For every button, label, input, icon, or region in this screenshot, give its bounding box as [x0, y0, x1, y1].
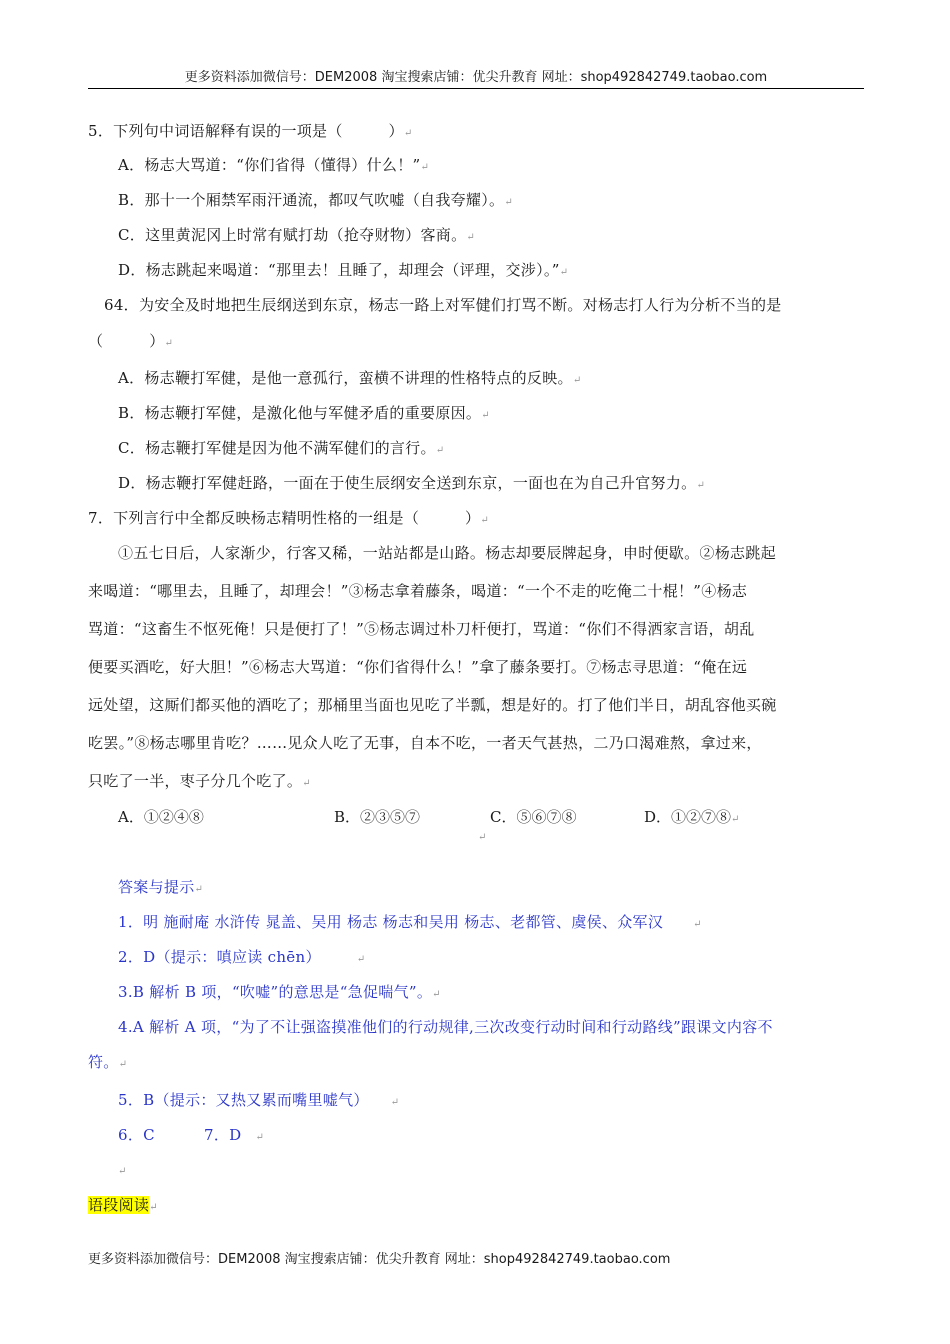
q5-option-a-text: A．杨志大骂道：“你们省得（懂得）什么！” — [118, 156, 421, 174]
paragraph-mark: ↵ — [255, 1132, 265, 1143]
q6-stem: 64．为安全及时地把生辰纲送到东京，杨志一路上对军健们打骂不断。对杨志打人行为分析不当的是 — [104, 296, 782, 314]
q6-option-d — [118, 472, 705, 493]
answer-7 — [204, 1124, 264, 1145]
paragraph-mark: ↵ — [696, 480, 706, 491]
empty-paragraph-mark — [478, 826, 487, 844]
page-header: 更多资料添加微信号：DEM2008 淘宝搜索店铺：优尖升教育 网址：shop492842749.taobao.com — [88, 66, 864, 89]
q7-stem — [88, 507, 489, 528]
page-footer: 更多资料添加微信号：DEM2008 淘宝搜索店铺：优尖升教育 网址：shop492842749.taobao.com — [88, 1252, 671, 1267]
paragraph-mark: ↵ — [481, 410, 490, 421]
q7-passage-line-5: 远处望，这厮们都买他的酒吃了；那桶里当面也见吃了半瓢，想是好的。打了他们半日，胡乱容他买碗 — [88, 696, 777, 714]
paragraph-mark: ↵ — [731, 814, 740, 825]
answer-7-text: 7．D — [204, 1126, 242, 1144]
q5-option-c-text: C．这里黄泥冈上时常有赋打劫（抢夺财物）客商。 — [118, 226, 467, 244]
q7-option-a: A．①②④⑧ — [118, 808, 204, 826]
paragraph-mark: ↵ — [149, 1202, 158, 1213]
answer-4: 4.A 解析 A 项，“为了不让强盗摸准他们的行动规律,三次改变行动时间和行动路线”跟课文内容不 — [118, 1018, 773, 1036]
answer-4-cont — [88, 1051, 127, 1072]
section-heading — [88, 1194, 158, 1215]
q5-option-d — [118, 259, 568, 280]
q5-stem-text: 5．下列句中词语解释有误的一项是（ ） — [88, 122, 404, 140]
paragraph-mark: ↵ — [302, 778, 311, 789]
answer-3 — [118, 981, 441, 1002]
q5-stem — [88, 120, 413, 141]
empty-paragraph-mark — [118, 1160, 127, 1178]
answers-title-text: 答案与提示 — [118, 878, 195, 896]
paragraph-mark: ↵ — [478, 832, 487, 843]
q7-option-b: B．②③⑤⑦ — [334, 808, 421, 826]
q7-stem-text: 7．下列言行中全都反映杨志精明性格的一组是（ ） — [88, 509, 481, 527]
paragraph-mark: ↵ — [403, 128, 413, 139]
q6-option-c — [118, 437, 444, 458]
q6-option-b — [118, 402, 490, 423]
answer-2 — [118, 946, 365, 967]
paragraph-mark: ↵ — [572, 375, 582, 386]
answer-5 — [118, 1089, 399, 1110]
q7-option-d-text: D．①②⑦⑧ — [644, 808, 732, 826]
q5-option-b — [118, 189, 513, 210]
answer-1-text: 1．明 施耐庵 水浒传 晁盖、吴用 杨志 杨志和吴用 杨志、老都管、虞侯、众军汉 — [118, 913, 664, 931]
q7-option-c: C．⑤⑥⑦⑧ — [490, 808, 577, 826]
q6-option-b-text: B．杨志鞭打军健，是激化他与军健矛盾的重要原因。 — [118, 404, 482, 422]
q7-passage-line-2: 来喝道：“哪里去，且睡了，却理会！”③杨志拿着藤条，喝道：“一个不走的吃俺二十棍！”④杨志 — [88, 582, 748, 600]
paragraph-mark: ↵ — [693, 919, 702, 930]
answer-2-text: 2．D（提示：嗔应读 chēn） — [118, 948, 321, 966]
paragraph-mark: ↵ — [504, 197, 514, 208]
paragraph-mark: ↵ — [466, 232, 476, 243]
q7-passage-line-7-text: 只吃了一半，枣子分几个吃了。 — [88, 772, 303, 790]
q6-option-a-text: A．杨志鞭打军健，是他一意孤行，蛮横不讲理的性格特点的反映。 — [118, 369, 573, 387]
paragraph-mark: ↵ — [118, 1166, 127, 1177]
q6-stem-cont — [88, 330, 173, 351]
paragraph-mark: ↵ — [432, 989, 441, 1000]
q7-passage-line-6: 吃罢。”⑧杨志哪里肯吃？……见众人吃了无事，自本不吃，一者天气甚热，二乃口渴难熬，拿过来， — [88, 734, 762, 752]
paragraph-mark: ↵ — [194, 884, 204, 895]
q5-option-a — [118, 154, 429, 175]
paragraph-mark: ↵ — [118, 1059, 128, 1070]
q7-option-d — [644, 806, 739, 827]
q7-passage-line-4: 便要买酒吃，好大胆！”⑥杨志大骂道：“你们省得什么！”拿了藤条要打。⑦杨志寻思道：“俺在远 — [88, 658, 748, 676]
answers-title — [118, 876, 203, 897]
answer-3-text: 3.B 解析 B 项，“吹嘘”的意思是“急促喘气”。 — [118, 983, 433, 1001]
q7-passage-line-1: ①五七日后，人家渐少，行客又稀，一站站都是山路。杨志却要辰牌起身，申时便歇。②杨志跳起 — [118, 544, 776, 562]
paragraph-mark: ↵ — [390, 1097, 400, 1108]
paragraph-mark: ↵ — [559, 267, 569, 278]
q5-option-d-text: D．杨志跳起来喝道：“那里去！且睡了，却理会（评理，交涉）。” — [118, 261, 560, 279]
q6-option-c-text: C．杨志鞭打军健是因为他不满军健们的言行。 — [118, 439, 436, 457]
q6-stem-cont-text: （ ） — [88, 332, 165, 350]
q5-option-b-text: B．那十一个厢禁军雨汗通流，都叹气吹嘘（自我夸耀）。 — [118, 191, 505, 209]
section-heading-text: 语段阅读 — [88, 1196, 150, 1214]
paragraph-mark: ↵ — [480, 515, 490, 526]
answer-4-cont-text: 符。 — [88, 1053, 119, 1071]
q5-option-c — [118, 224, 475, 245]
q6-option-d-text: D．杨志鞭打军健赶路，一面在于使生辰纲安全送到东京，一面也在为自己升官努力。 — [118, 474, 697, 492]
q6-option-a — [118, 367, 582, 388]
answer-1 — [118, 911, 702, 932]
paragraph-mark: ↵ — [435, 445, 445, 456]
paragraph-mark: ↵ — [420, 162, 430, 173]
q7-passage-line-3: 骂道：“这畜生不怄死俺！只是便打了！”⑤杨志调过朴刀杆便打，骂道：“你们不得洒家言语，胡乱 — [88, 620, 755, 638]
paragraph-mark: ↵ — [356, 954, 366, 965]
q7-passage-line-7 — [88, 770, 311, 791]
answer-5-text: 5．B（提示：又热又累而嘴里嘘气） — [118, 1091, 369, 1109]
answer-6: 6．C — [118, 1126, 155, 1144]
paragraph-mark: ↵ — [164, 338, 174, 349]
